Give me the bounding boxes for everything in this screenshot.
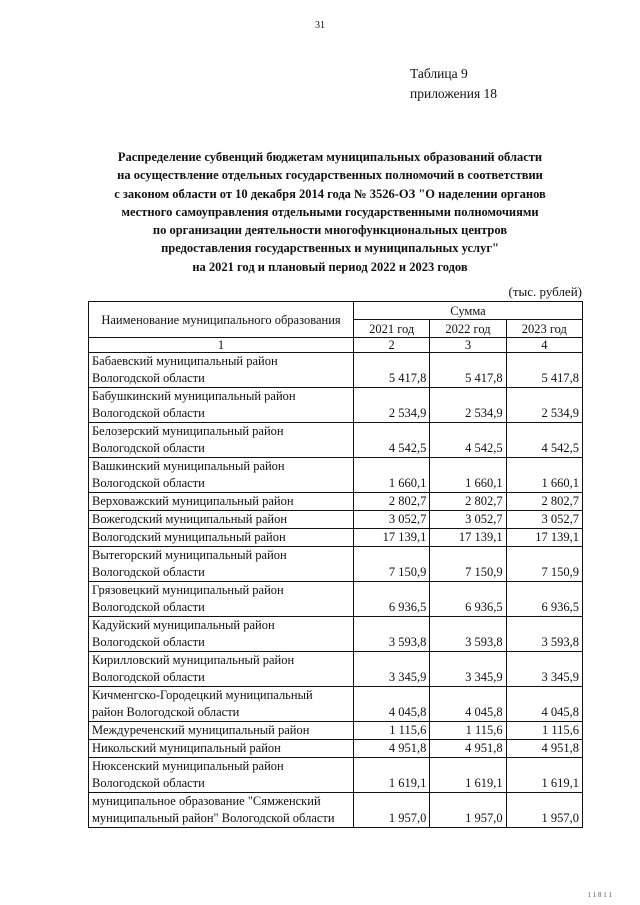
amount-2022: 6 936,5: [430, 582, 506, 617]
table-row: [89, 547, 583, 582]
municipality-name-line: муниципальный район" Вологодской области: [92, 811, 335, 825]
municipality-name: [89, 353, 354, 388]
municipality-name-line: Вологодской области: [92, 476, 205, 490]
municipality-name-line: Вологодской области: [92, 635, 205, 649]
table-body: [89, 353, 583, 828]
column-index: 3: [430, 338, 506, 353]
municipality-name: [89, 582, 354, 617]
amount-2021: 1 115,6: [354, 722, 430, 740]
table-row: [89, 582, 583, 617]
municipality-name: [89, 547, 354, 582]
title-line: на осуществление отдельных государственных полномочий в соответствии: [117, 168, 543, 183]
amount-2022: 4 951,8: [430, 740, 506, 758]
amount-2023: 3 593,8: [506, 617, 582, 652]
amount-2023: 1 660,1: [506, 458, 582, 493]
table-row: [89, 388, 583, 423]
footer-mark: 1 1 8 1 1: [587, 891, 612, 899]
units-label: (тыс. рублей): [508, 284, 582, 299]
amount-2022: 4 542,5: [430, 423, 506, 458]
table-row: [89, 493, 583, 511]
table-row: [89, 652, 583, 687]
amount-2022: 1 619,1: [430, 758, 506, 793]
table-row: [89, 353, 583, 388]
municipality-name-line: Вологодской области: [92, 776, 205, 790]
amount-2021: 6 936,5: [354, 582, 430, 617]
municipality-name-line: Вологодской области: [92, 565, 205, 579]
amount-2021: 2 802,7: [354, 493, 430, 511]
municipality-name-line: Никольский муниципальный район: [92, 741, 281, 755]
title-line: на 2021 год и плановый период 2022 и 2023 годов: [192, 259, 468, 274]
amount-2022: 1 957,0: [430, 793, 506, 828]
municipality-name-line: Вологодской области: [92, 670, 205, 684]
municipality-name: [89, 740, 354, 758]
table-row: [89, 617, 583, 652]
municipality-name-line: Вологодской области: [92, 441, 205, 455]
amount-2021: 4 045,8: [354, 687, 430, 722]
amount-2021: 4 542,5: [354, 423, 430, 458]
amount-2022: 5 417,8: [430, 353, 506, 388]
amount-2021: 5 417,8: [354, 353, 430, 388]
header-year-2022: 2022 год: [430, 320, 506, 338]
municipality-name: [89, 423, 354, 458]
municipality-name-line: Вытегорский муниципальный район: [92, 548, 287, 562]
municipality-name-line: Грязовецкий муниципальный район: [92, 583, 284, 597]
column-index: 4: [506, 338, 582, 353]
municipality-name-line: Нюксенский муниципальный район: [92, 759, 284, 773]
subsidies-table: [88, 301, 583, 828]
municipality-name-line: Вологодский муниципальный район: [92, 530, 286, 544]
amount-2022: 3 345,9: [430, 652, 506, 687]
amount-2021: 1 619,1: [354, 758, 430, 793]
header-municipality: Наименование муниципального образования: [89, 302, 354, 338]
amount-2023: 4 951,8: [506, 740, 582, 758]
amount-2021: 1 660,1: [354, 458, 430, 493]
amount-2021: 3 593,8: [354, 617, 430, 652]
amount-2021: 17 139,1: [354, 529, 430, 547]
header-row: [89, 302, 583, 320]
title-line: местного самоуправления отдельными государственными полномочиями: [121, 204, 539, 219]
municipality-name-line: Вологодской области: [92, 600, 205, 614]
municipality-name-line: муниципальное образование "Сямженский: [92, 794, 321, 808]
amount-2023: 2 534,9: [506, 388, 582, 423]
municipality-name: [89, 458, 354, 493]
table-row: [89, 722, 583, 740]
amount-2022: 2 802,7: [430, 493, 506, 511]
table-row: [89, 529, 583, 547]
amount-2021: 2 534,9: [354, 388, 430, 423]
amount-2023: 1 115,6: [506, 722, 582, 740]
amount-2023: 3 345,9: [506, 652, 582, 687]
municipality-name-line: Вологодской области: [92, 406, 205, 420]
amount-2023: 4 542,5: [506, 423, 582, 458]
amount-2022: 17 139,1: [430, 529, 506, 547]
amount-2021: 3 052,7: [354, 511, 430, 529]
municipality-name-line: Кадуйский муниципальный район: [92, 618, 275, 632]
amount-2022: 3 593,8: [430, 617, 506, 652]
amount-2021: 3 345,9: [354, 652, 430, 687]
appendix-number: приложения 18: [410, 86, 498, 101]
municipality-name-line: Междуреченский муниципальный район: [92, 723, 310, 737]
amount-2022: 1 660,1: [430, 458, 506, 493]
municipality-name: [89, 652, 354, 687]
title-line: по организации деятельности многофункциональных центров: [152, 223, 508, 238]
document-title: [95, 148, 565, 276]
municipality-name: [89, 493, 354, 511]
amount-2023: 7 150,9: [506, 547, 582, 582]
title-line: предоставления государственных и муниципальных услуг": [161, 241, 499, 256]
header-year-2023: 2023 год: [506, 320, 582, 338]
municipality-name-line: Бабушкинский муниципальный район: [92, 389, 296, 403]
municipality-name-line: Вологодской области: [92, 371, 205, 385]
municipality-name-line: Бабаевский муниципальный район: [92, 354, 278, 368]
municipality-name: [89, 758, 354, 793]
amount-2021: 7 150,9: [354, 547, 430, 582]
municipality-name-line: Верховажский муниципальный район: [92, 494, 294, 508]
municipality-name: [89, 388, 354, 423]
municipality-name: [89, 617, 354, 652]
column-index: 1: [89, 338, 354, 353]
amount-2022: 3 052,7: [430, 511, 506, 529]
amount-2023: 4 045,8: [506, 687, 582, 722]
amount-2022: 1 115,6: [430, 722, 506, 740]
header-year-2021: 2021 год: [354, 320, 430, 338]
amount-2023: 1 619,1: [506, 758, 582, 793]
municipality-name-line: Кичменгско-Городецкий муниципальный: [92, 688, 313, 702]
table-reference: [410, 64, 497, 104]
amount-2022: 2 534,9: [430, 388, 506, 423]
table-row: [89, 511, 583, 529]
municipality-name: [89, 511, 354, 529]
municipality-name-line: Вожегодский муниципальный район: [92, 512, 288, 526]
municipality-name: [89, 722, 354, 740]
column-index-row: [89, 338, 583, 353]
municipality-name: [89, 793, 354, 828]
amount-2021: 1 957,0: [354, 793, 430, 828]
municipality-name-line: Кирилловский муниципальный район: [92, 653, 295, 667]
amount-2023: 17 139,1: [506, 529, 582, 547]
title-line: Распределение субвенций бюджетам муниципальных образований области: [117, 150, 543, 164]
amount-2022: 7 150,9: [430, 547, 506, 582]
title-line: с законом области от 10 декабря 2014 года № 3526-ОЗ "О наделении органов: [114, 186, 546, 201]
table-row: [89, 793, 583, 828]
amount-2021: 4 951,8: [354, 740, 430, 758]
table-row: [89, 758, 583, 793]
municipality-name: [89, 687, 354, 722]
table-row: [89, 458, 583, 493]
amount-2023: 2 802,7: [506, 493, 582, 511]
municipality-name-line: район Вологодской области: [92, 705, 240, 719]
table-row: [89, 687, 583, 722]
amount-2023: 3 052,7: [506, 511, 582, 529]
table-row: [89, 423, 583, 458]
municipality-name-line: Белозерский муниципальный район: [92, 424, 284, 438]
header-sum: Сумма: [354, 302, 583, 320]
amount-2023: 6 936,5: [506, 582, 582, 617]
municipality-name: [89, 529, 354, 547]
municipality-name-line: Вашкинский муниципальный район: [92, 459, 285, 473]
amount-2023: 1 957,0: [506, 793, 582, 828]
table-row: [89, 740, 583, 758]
amount-2023: 5 417,8: [506, 353, 582, 388]
column-index: 2: [354, 338, 430, 353]
table-number: Таблица 9: [410, 66, 468, 81]
page-number: 31: [315, 20, 325, 31]
amount-2022: 4 045,8: [430, 687, 506, 722]
